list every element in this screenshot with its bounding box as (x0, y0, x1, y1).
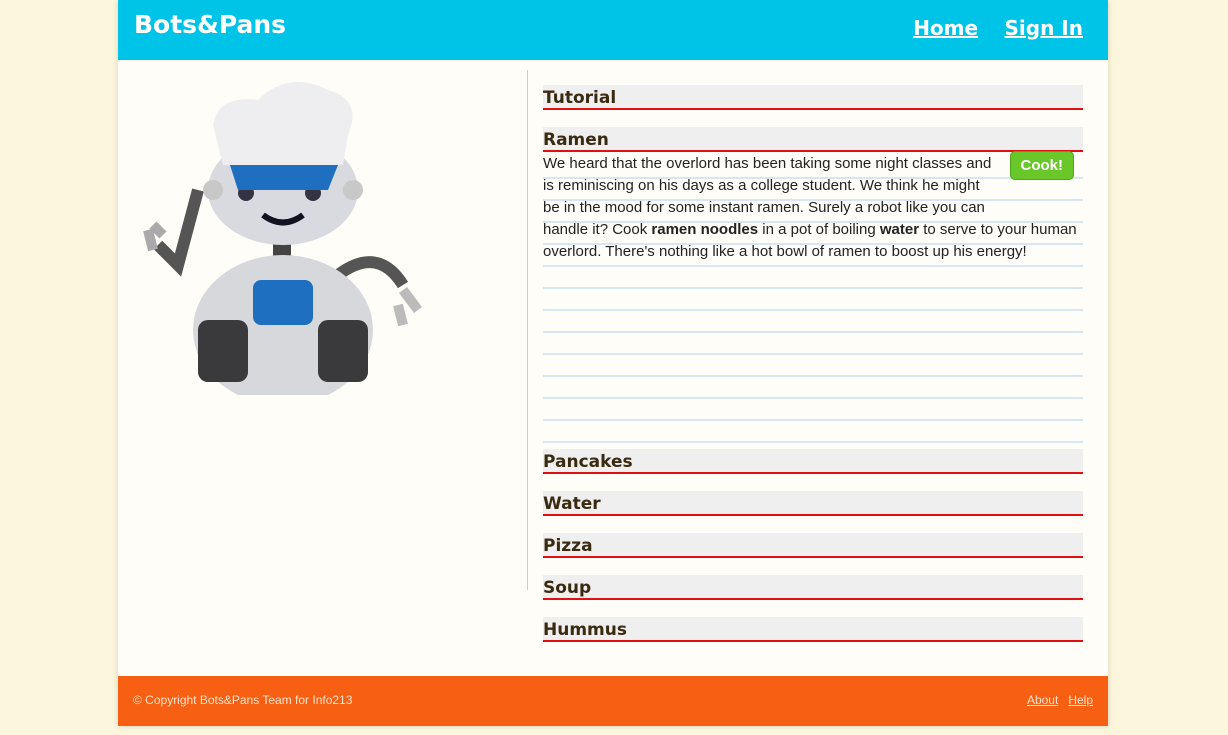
ingredient-ramen-noodles: ramen noodles (651, 221, 759, 238)
nav-home[interactable]: Home (913, 16, 979, 40)
divider (527, 70, 528, 590)
recipe-pancakes[interactable]: Pancakes (543, 449, 1083, 474)
ramen-detail (543, 154, 1083, 444)
recipe-water[interactable]: Water (543, 491, 1083, 516)
recipe-pizza[interactable]: Pizza (543, 533, 1083, 558)
footer-links (1017, 693, 1093, 707)
ramen-text-post: to serve to your human overlord. There's nothing like a hot bowl of ramen to boost up his energy! (543, 221, 1077, 260)
ramen-text-pre: handle it? Cook (543, 221, 652, 238)
recipe-ramen[interactable]: Ramen (543, 127, 1083, 152)
footer-help[interactable]: Help (1068, 693, 1093, 707)
ramen-description (543, 153, 1083, 263)
recipe-soup[interactable]: Soup (543, 575, 1083, 600)
brand-logo[interactable]: Bots&Pans (134, 10, 287, 39)
ramen-line-1: We heard that the overlord has been taking some night classes and (543, 155, 992, 172)
footer (118, 676, 1108, 726)
chef-robot-illustration (138, 75, 438, 395)
nav (891, 16, 1083, 40)
recipe-list (543, 85, 1083, 659)
ramen-line-2a: is reminiscing on his days as a college student. We think he might (543, 177, 980, 194)
page (118, 0, 1108, 726)
copyright: © Copyright Bots&Pans Team for Info213 (133, 693, 353, 707)
ramen-text-mid: in a pot of boiling (758, 221, 880, 238)
header (118, 0, 1108, 60)
recipe-tutorial[interactable]: Tutorial (543, 85, 1083, 110)
recipe-hummus[interactable]: Hummus (543, 617, 1083, 642)
footer-about[interactable]: About (1026, 693, 1059, 707)
nav-sign-in[interactable]: Sign In (1004, 16, 1083, 40)
ramen-line-2b: be in the mood for some instant ramen. Surely a robot like you can (543, 199, 985, 216)
cook-button[interactable]: Cook! (1010, 151, 1075, 180)
ingredient-water: water (879, 221, 920, 238)
